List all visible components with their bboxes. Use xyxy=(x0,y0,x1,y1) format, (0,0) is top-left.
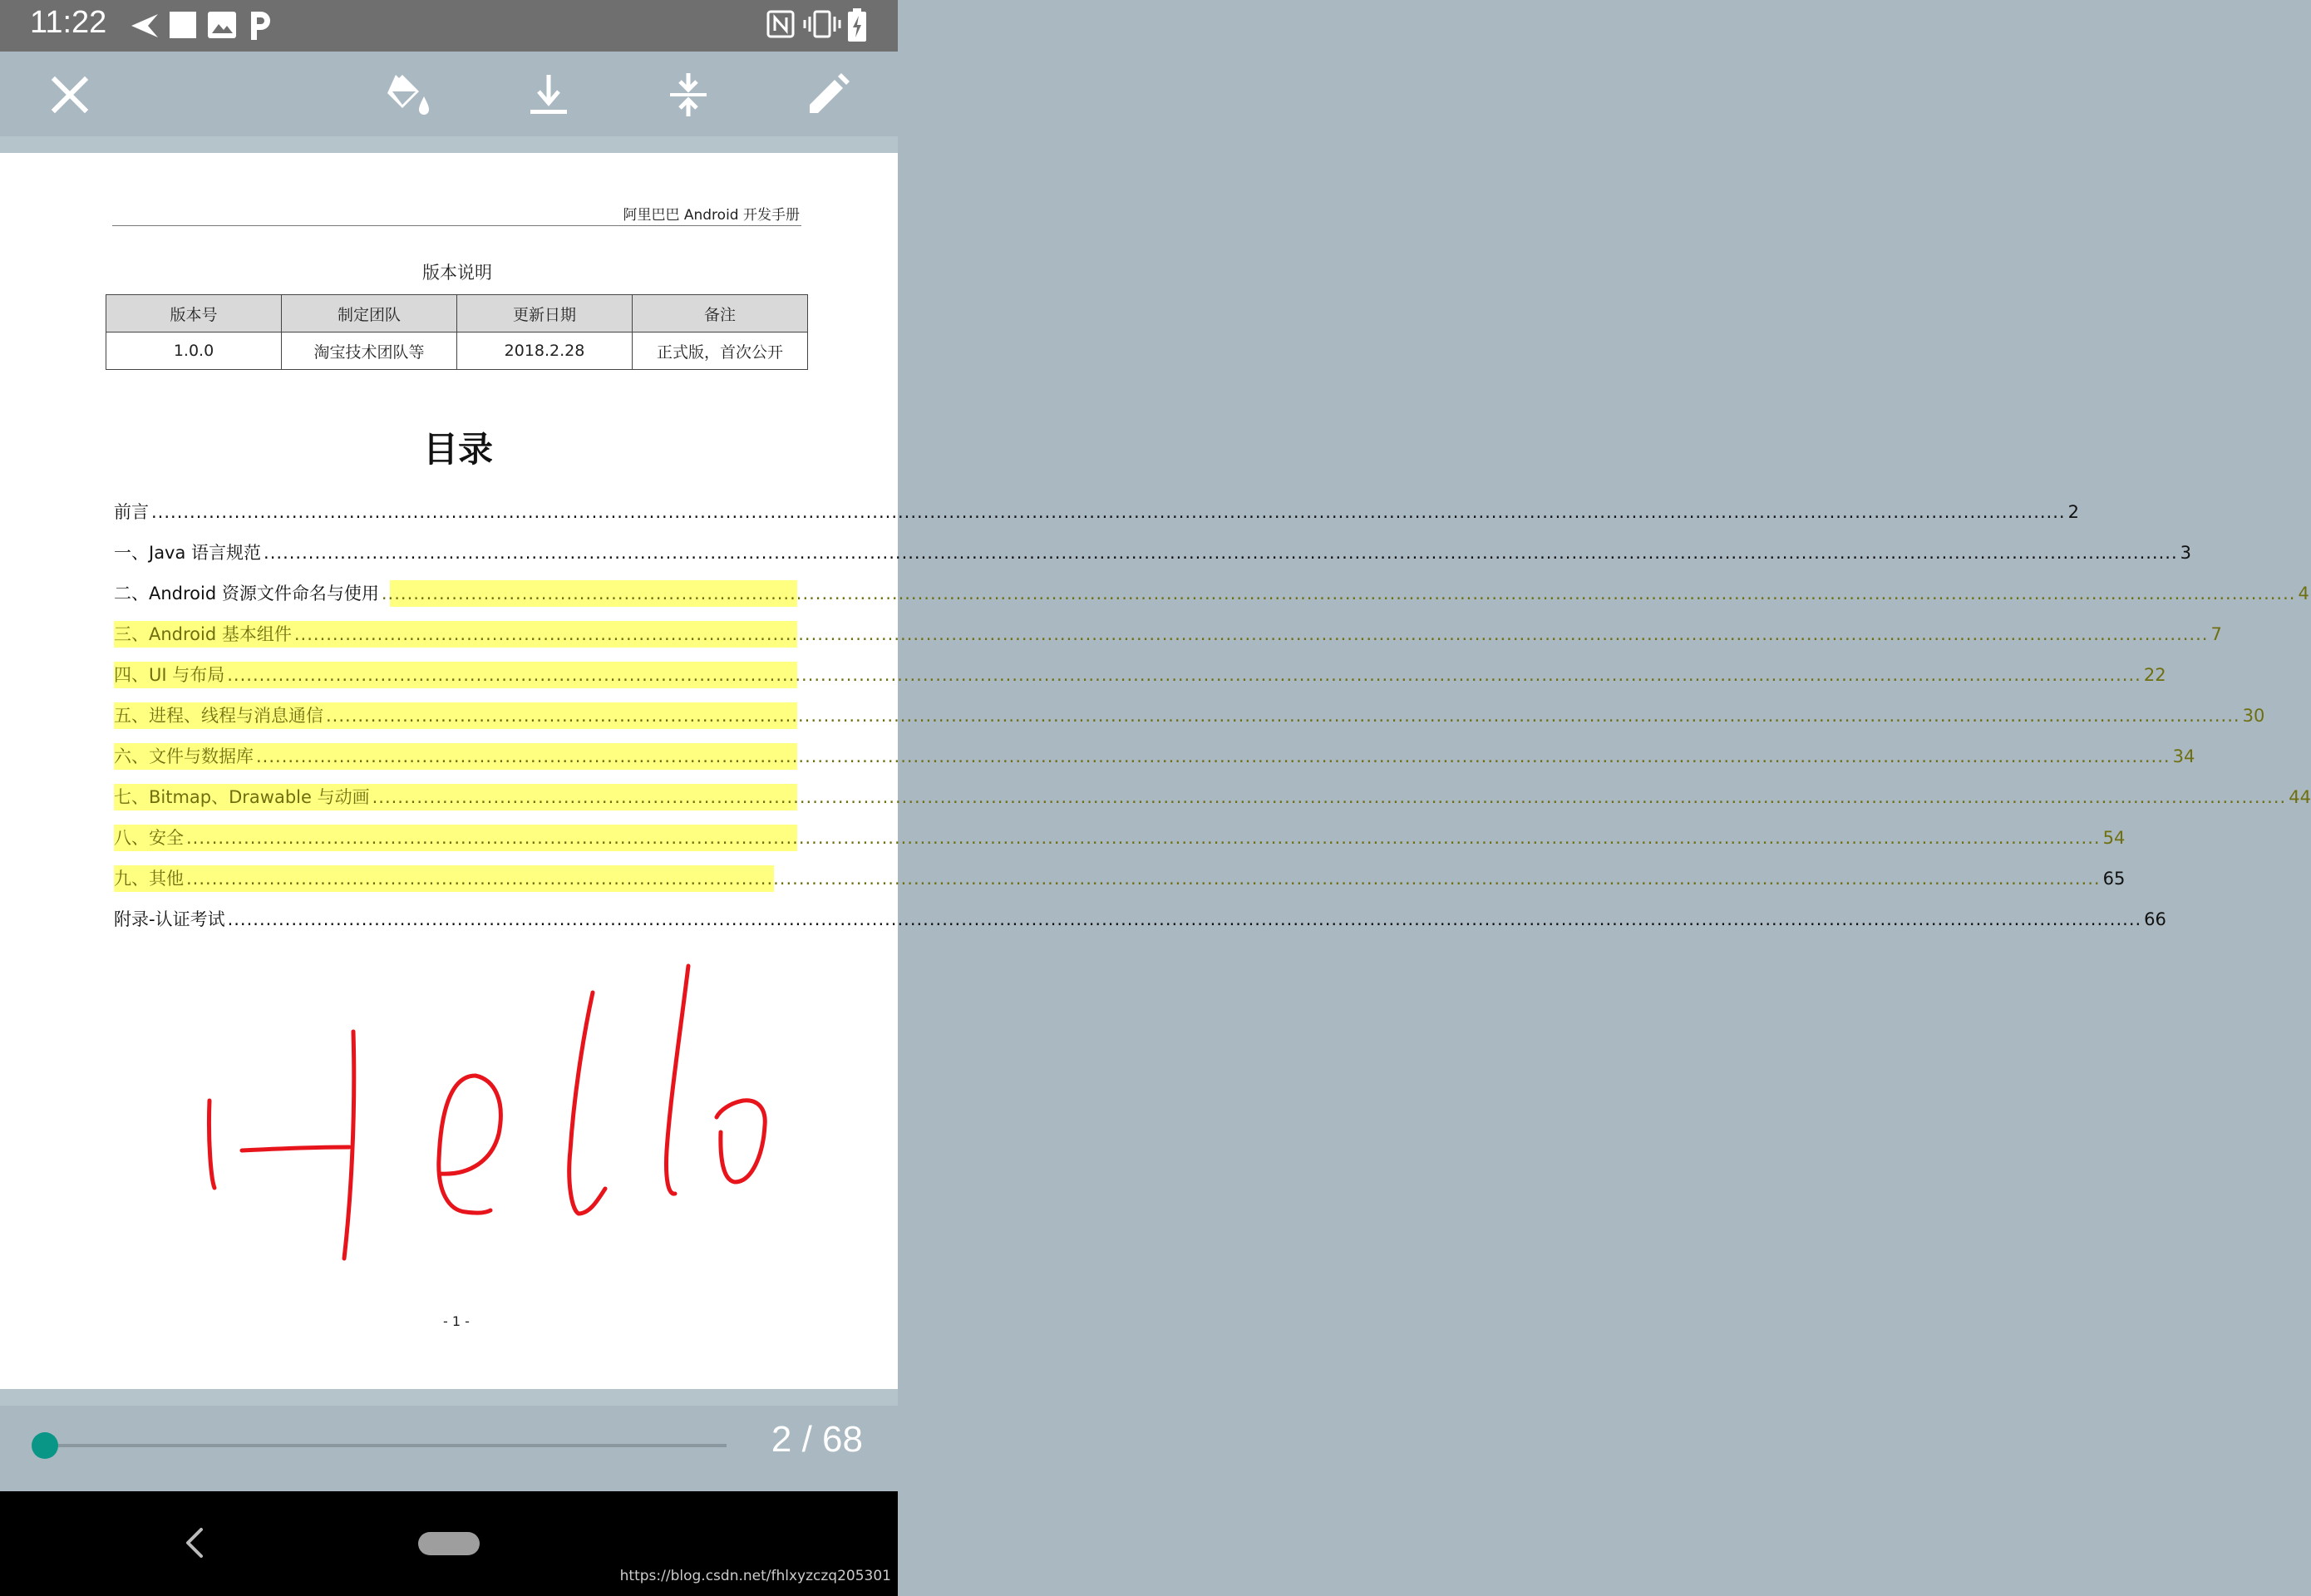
battery-charging-icon xyxy=(848,8,866,42)
toolbar-divider xyxy=(0,136,898,153)
table-cell: 2018.2.28 xyxy=(457,332,633,370)
table-of-contents xyxy=(114,495,2311,943)
toc-entry-page: 22 xyxy=(2143,665,2166,685)
toc-entry-title: 九、其他 xyxy=(114,869,184,889)
table-cell: 1.0.0 xyxy=(106,332,282,370)
table-cell: 淘宝技术团队等 xyxy=(282,332,457,370)
toc-entry-page: 65 xyxy=(2102,869,2126,889)
image-icon xyxy=(208,12,236,38)
square-icon xyxy=(170,12,196,38)
toolbar xyxy=(0,52,898,136)
table-header-cell: 制定团队 xyxy=(282,295,457,332)
toc-entry[interactable] xyxy=(114,495,2079,529)
toc-entry-title: 一、Java 语言规范 xyxy=(114,543,262,563)
table-header-cell: 版本号 xyxy=(106,295,282,332)
bottom-bar xyxy=(0,1389,898,1491)
close-icon[interactable] xyxy=(47,71,93,118)
toc-leader: ............................................................................................................................................................................................................................................................................................................ xyxy=(372,787,2287,807)
toc-leader: ............................................................................................................................................................................................................................................................................................................ xyxy=(326,706,2240,726)
paint-bucket-icon[interactable] xyxy=(384,71,431,118)
toc-entry[interactable] xyxy=(114,903,2166,936)
page-number-footer: - 1 - xyxy=(443,1313,470,1329)
bottom-bar-divider xyxy=(0,1389,898,1406)
toc-entry-title: 附录-认证考试 xyxy=(114,909,225,929)
pencil-icon[interactable] xyxy=(805,71,851,118)
toc-entry-page: 34 xyxy=(2172,746,2195,766)
table-header-cell: 更新日期 xyxy=(457,295,633,332)
toc-entry-page: 3 xyxy=(2180,543,2192,563)
toc-entry[interactable] xyxy=(114,699,2265,732)
toc-entry[interactable] xyxy=(114,658,2166,692)
toc-leader: ............................................................................................................................................................................................................................................................................................................ xyxy=(227,665,2141,685)
toc-entry[interactable] xyxy=(114,618,2222,651)
toc-entry-title: 六、文件与数据库 xyxy=(114,746,254,766)
toc-leader: ............................................................................................................................................................................................................................................................................................................ xyxy=(186,869,2101,889)
table-header-cell: 备注 xyxy=(633,295,808,332)
nfc-icon xyxy=(766,10,795,38)
p-icon xyxy=(248,10,273,40)
toc-leader: ............................................................................................................................................................................................................................................................................................................ xyxy=(293,624,2209,644)
version-title: 版本说明 xyxy=(422,263,492,283)
toc-entry-title: 四、UI 与布局 xyxy=(114,665,225,685)
toc-entry-page: 30 xyxy=(2242,706,2265,726)
toc-leader: ............................................................................................................................................................................................................................................................................................................ xyxy=(256,746,2171,766)
toc-entry[interactable] xyxy=(114,536,2192,569)
document-page[interactable] xyxy=(0,153,2311,1389)
toc-title: 目录 xyxy=(422,429,493,470)
toc-entry[interactable] xyxy=(114,740,2195,773)
toc-entry-title: 五、进程、线程与消息通信 xyxy=(114,706,323,726)
page-seek-track[interactable] xyxy=(45,1444,727,1447)
vibrate-icon xyxy=(803,10,841,38)
table-cell: 正式版，首次公开 xyxy=(633,332,808,370)
download-icon[interactable] xyxy=(525,71,572,118)
toc-entry-title: 二、Android 资源文件命名与使用 xyxy=(114,584,379,603)
navigation-bar xyxy=(0,1491,898,1596)
toc-entry[interactable] xyxy=(114,821,2126,855)
toc-leader: ............................................................................................................................................................................................................................................................................................................ xyxy=(186,828,2101,848)
toc-entry-page: 44 xyxy=(2289,787,2311,807)
toc-leader: ............................................................................................................................................................................................................................................................................................................ xyxy=(264,543,2178,563)
page-indicator: 2 / 68 xyxy=(771,1419,863,1460)
toc-entry-title: 七、Bitmap、Drawable 与动画 xyxy=(114,787,370,807)
toc-entry-page: 4 xyxy=(2298,584,2309,603)
toc-entry-page: 7 xyxy=(2210,624,2222,644)
home-pill[interactable] xyxy=(418,1532,480,1555)
send-icon xyxy=(130,12,160,40)
document-header: 阿里巴巴 Android 开发手册 xyxy=(623,207,800,224)
toc-entry[interactable] xyxy=(114,781,2311,814)
page-seek-thumb[interactable] xyxy=(32,1432,58,1459)
toc-entry-page: 54 xyxy=(2102,828,2126,848)
back-icon[interactable] xyxy=(181,1526,208,1559)
toc-leader: ............................................................................................................................................................................................................................................................................................................ xyxy=(381,584,2296,603)
ink-strokes xyxy=(209,966,765,1259)
collapse-icon[interactable] xyxy=(665,71,712,118)
status-time: 11:22 xyxy=(30,5,107,40)
toc-entry-title: 三、Android 基本组件 xyxy=(114,624,292,644)
toc-entry-page: 66 xyxy=(2144,909,2166,929)
toc-leader: ............................................................................................................................................................................................................................................................................................................ xyxy=(227,909,2142,929)
toc-entry-title: 八、安全 xyxy=(114,828,184,848)
toc-entry-title: 前言 xyxy=(114,502,149,522)
toc-entry[interactable] xyxy=(114,577,2309,610)
toc-entry[interactable] xyxy=(114,862,2126,895)
toc-leader: ............................................................................................................................................................................................................................................................................................................ xyxy=(151,502,2066,522)
watermark: https://blog.csdn.net/fhlxyzczq205301 xyxy=(619,1568,891,1584)
toc-entry-page: 2 xyxy=(2067,502,2079,522)
status-bar xyxy=(0,0,898,52)
